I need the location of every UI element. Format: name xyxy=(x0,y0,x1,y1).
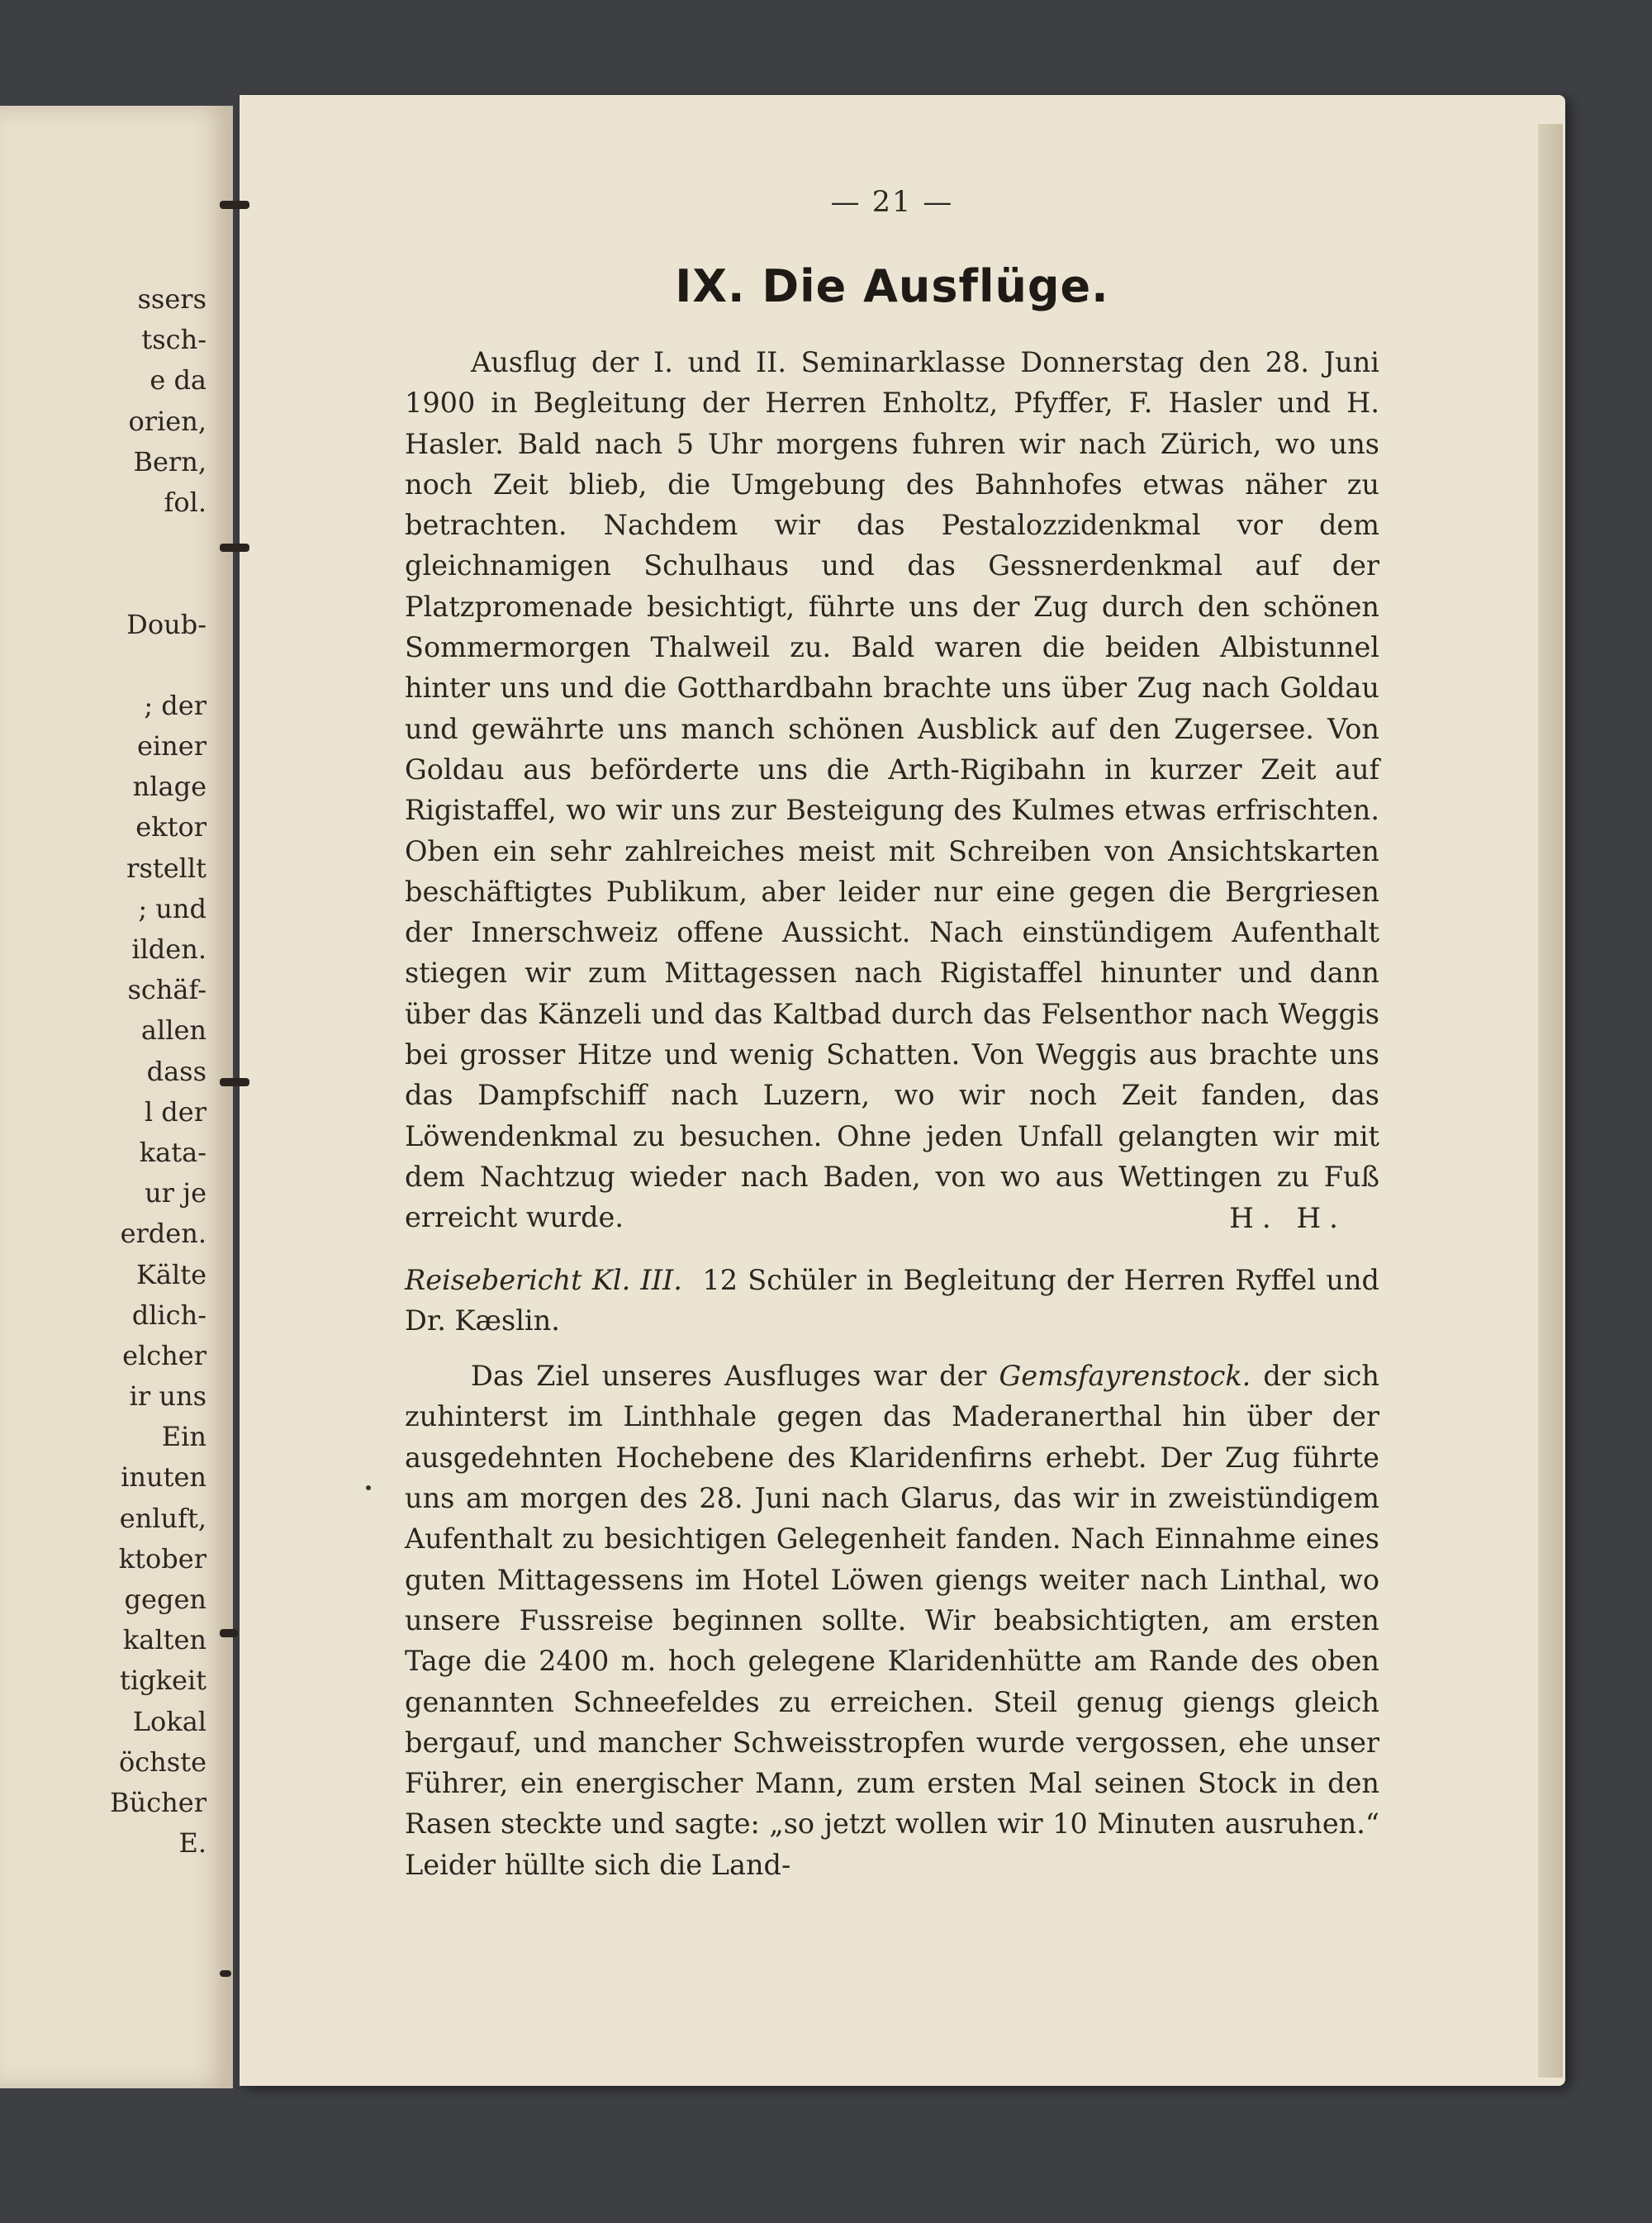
left-line: ktober xyxy=(118,1542,206,1575)
left-line xyxy=(8,563,206,604)
left-line: enluft, xyxy=(119,1502,206,1534)
left-line: fol. xyxy=(164,486,206,518)
paragraph-excursion-2 xyxy=(405,1356,1379,1885)
left-line: schäf- xyxy=(127,974,206,1006)
left-line: inuten xyxy=(121,1461,206,1494)
left-line: rstellt xyxy=(126,852,206,884)
left-line: kalten xyxy=(122,1624,206,1656)
binding-stitch xyxy=(220,1970,231,1977)
left-line: l der xyxy=(144,1095,206,1128)
author-signature: H. H. xyxy=(1229,1201,1346,1235)
binding-stitch xyxy=(220,1078,249,1086)
report-intro: 12 Schüler in Begleitung der Herren Ryffel und Dr. Kæslin. xyxy=(405,1263,1379,1337)
binding-stitch xyxy=(220,1629,238,1637)
chapter-heading: IX. Die Ausflüge. xyxy=(675,260,1109,312)
left-line: E. xyxy=(178,1827,206,1860)
left-line: Lokal xyxy=(132,1705,206,1737)
left-line: tigkeit xyxy=(120,1665,206,1697)
ink-speck xyxy=(366,1485,371,1490)
left-line: allen xyxy=(140,1014,206,1047)
left-line: ssers xyxy=(137,283,206,315)
left-line: öchste xyxy=(118,1746,206,1778)
left-line: dass xyxy=(146,1055,206,1087)
place-name: Gemsfayrenstock. xyxy=(999,1360,1251,1393)
left-line: Kälte xyxy=(135,1258,206,1290)
left-line xyxy=(8,645,206,686)
left-line: ; und xyxy=(138,892,206,924)
page-content xyxy=(405,186,1379,1885)
left-line: einer xyxy=(136,730,206,762)
left-line: Doub- xyxy=(126,608,206,640)
left-line: e da xyxy=(150,364,206,397)
page-number: — 21 — xyxy=(830,186,954,219)
left-line: dlich- xyxy=(131,1299,206,1331)
left-line: Bern, xyxy=(133,445,206,477)
left-line: kata- xyxy=(139,1136,206,1168)
left-line: ; der xyxy=(144,689,206,721)
binding-stitch xyxy=(220,201,249,209)
left-line xyxy=(8,523,206,563)
report-header xyxy=(405,1260,1379,1342)
left-line: ektor xyxy=(135,811,206,843)
left-line: ir uns xyxy=(129,1380,206,1413)
paragraph-excursion-1 xyxy=(405,342,1379,1238)
left-line: ur je xyxy=(145,1177,206,1209)
paragraph-text: Ausflug der I. und II. Seminarklasse Donnerstag den 28. Juni 1900 in Begleitung der Herren Enholtz, Pfyffer, F. Hasler und H. Hasler. Bald nach 5 Uhr morgens fuhren wir nach Zürich, wo uns noch Zeit blieb, die Umgebung des Bahnhofes etwas näher zu betrachten. Nachdem wir das Pestalozzidenkmal vor dem gleichnamigen Schulhaus und das Gessnerdenkmal auf der Platzpromenade besichtigt, führte uns der Zug durch den schönen Sommermorgen Thalweil zu. Bald waren die beiden Albistunnel hinter uns und die Gotthardbahn brachte uns über Zug nach Goldau und gewährte uns manch schönen Ausblick auf den Zugersee. Von Goldau aus beförderte uns die Arth-Rigibahn in kurzer Zeit auf Rigistaffel, wo wir uns zur Besteigung des Kulmes etwas erfrischten. Oben ein sehr zahlreiches meist mit Schreiben von Ansichtskarten beschäftigtes Publikum, aber leider nur eine gegen die Bergriesen der Innerschweiz offene Aussicht. Nach einstündigem Aufenthalt stiegen wir zum Mittagessen nach Rigistaffel hinunter und dann über das Känzeli und das Kaltbad durch das Felsenthor nach Weggis bei grosser Hitze und wenig Schatten. Von Weggis aus brachte uns das Dampfschiff nach Luzern, wo wir noch Zeit fanden, das Löwendenkmal zu besuchen. Ohne jeden Unfall gelangten wir mit dem Nachtzug wieder nach Baden, von wo aus Wettingen zu Fuß erreicht wurde. xyxy=(405,346,1379,1234)
left-page xyxy=(0,106,233,2088)
paragraph-text: der sich zuhinterst im Linthhale gegen das Maderanerthal hin über der ausgedehnten Hochebene des Klaridenfirns erhebt. Der Zug führte uns am morgen des 28. Juni nach Glarus, das wir in zweistündigem Aufenthalt zu besichtigen Gelegenheit fanden. Nach Einnahme eines guten Mittagessens im Hotel Löwen giengs weiter nach Linthal, wo unsere Fussreise beginnen sollte. Wir beabsichtigten, am ersten Tage die 2400 m. hoch gelegene Klaridenhütte am Rande des oben genannten Schneefeldes zu erreichen. Steil genug giengs gleich bergauf, und mancher Schweisstropfen wurde vergossen, ehe unser Führer, ein energischer Mann, zum ersten Mal seinen Stock in den Rasen steckte und sagte: „so jetzt wollen wir 10 Minuten ausruhen.“ Leider hüllte sich die Land- xyxy=(405,1360,1379,1881)
report-title: Reisebericht Kl. III. xyxy=(405,1263,682,1296)
paragraph-text: Das Ziel unseres Ausfluges war der xyxy=(471,1360,987,1393)
left-line: nlage xyxy=(132,771,206,803)
left-line: tsch- xyxy=(141,324,206,356)
binding-stitch xyxy=(220,544,249,552)
left-line: Bücher xyxy=(110,1786,206,1818)
left-line: orien, xyxy=(128,405,206,437)
left-line: erden. xyxy=(120,1218,206,1250)
left-line: gegen xyxy=(124,1584,206,1615)
left-page-text xyxy=(8,279,206,1864)
left-line: elcher xyxy=(122,1339,206,1371)
page-edge xyxy=(1538,124,1563,2078)
left-line: ilden. xyxy=(131,933,206,965)
left-line: Ein xyxy=(161,1421,206,1453)
